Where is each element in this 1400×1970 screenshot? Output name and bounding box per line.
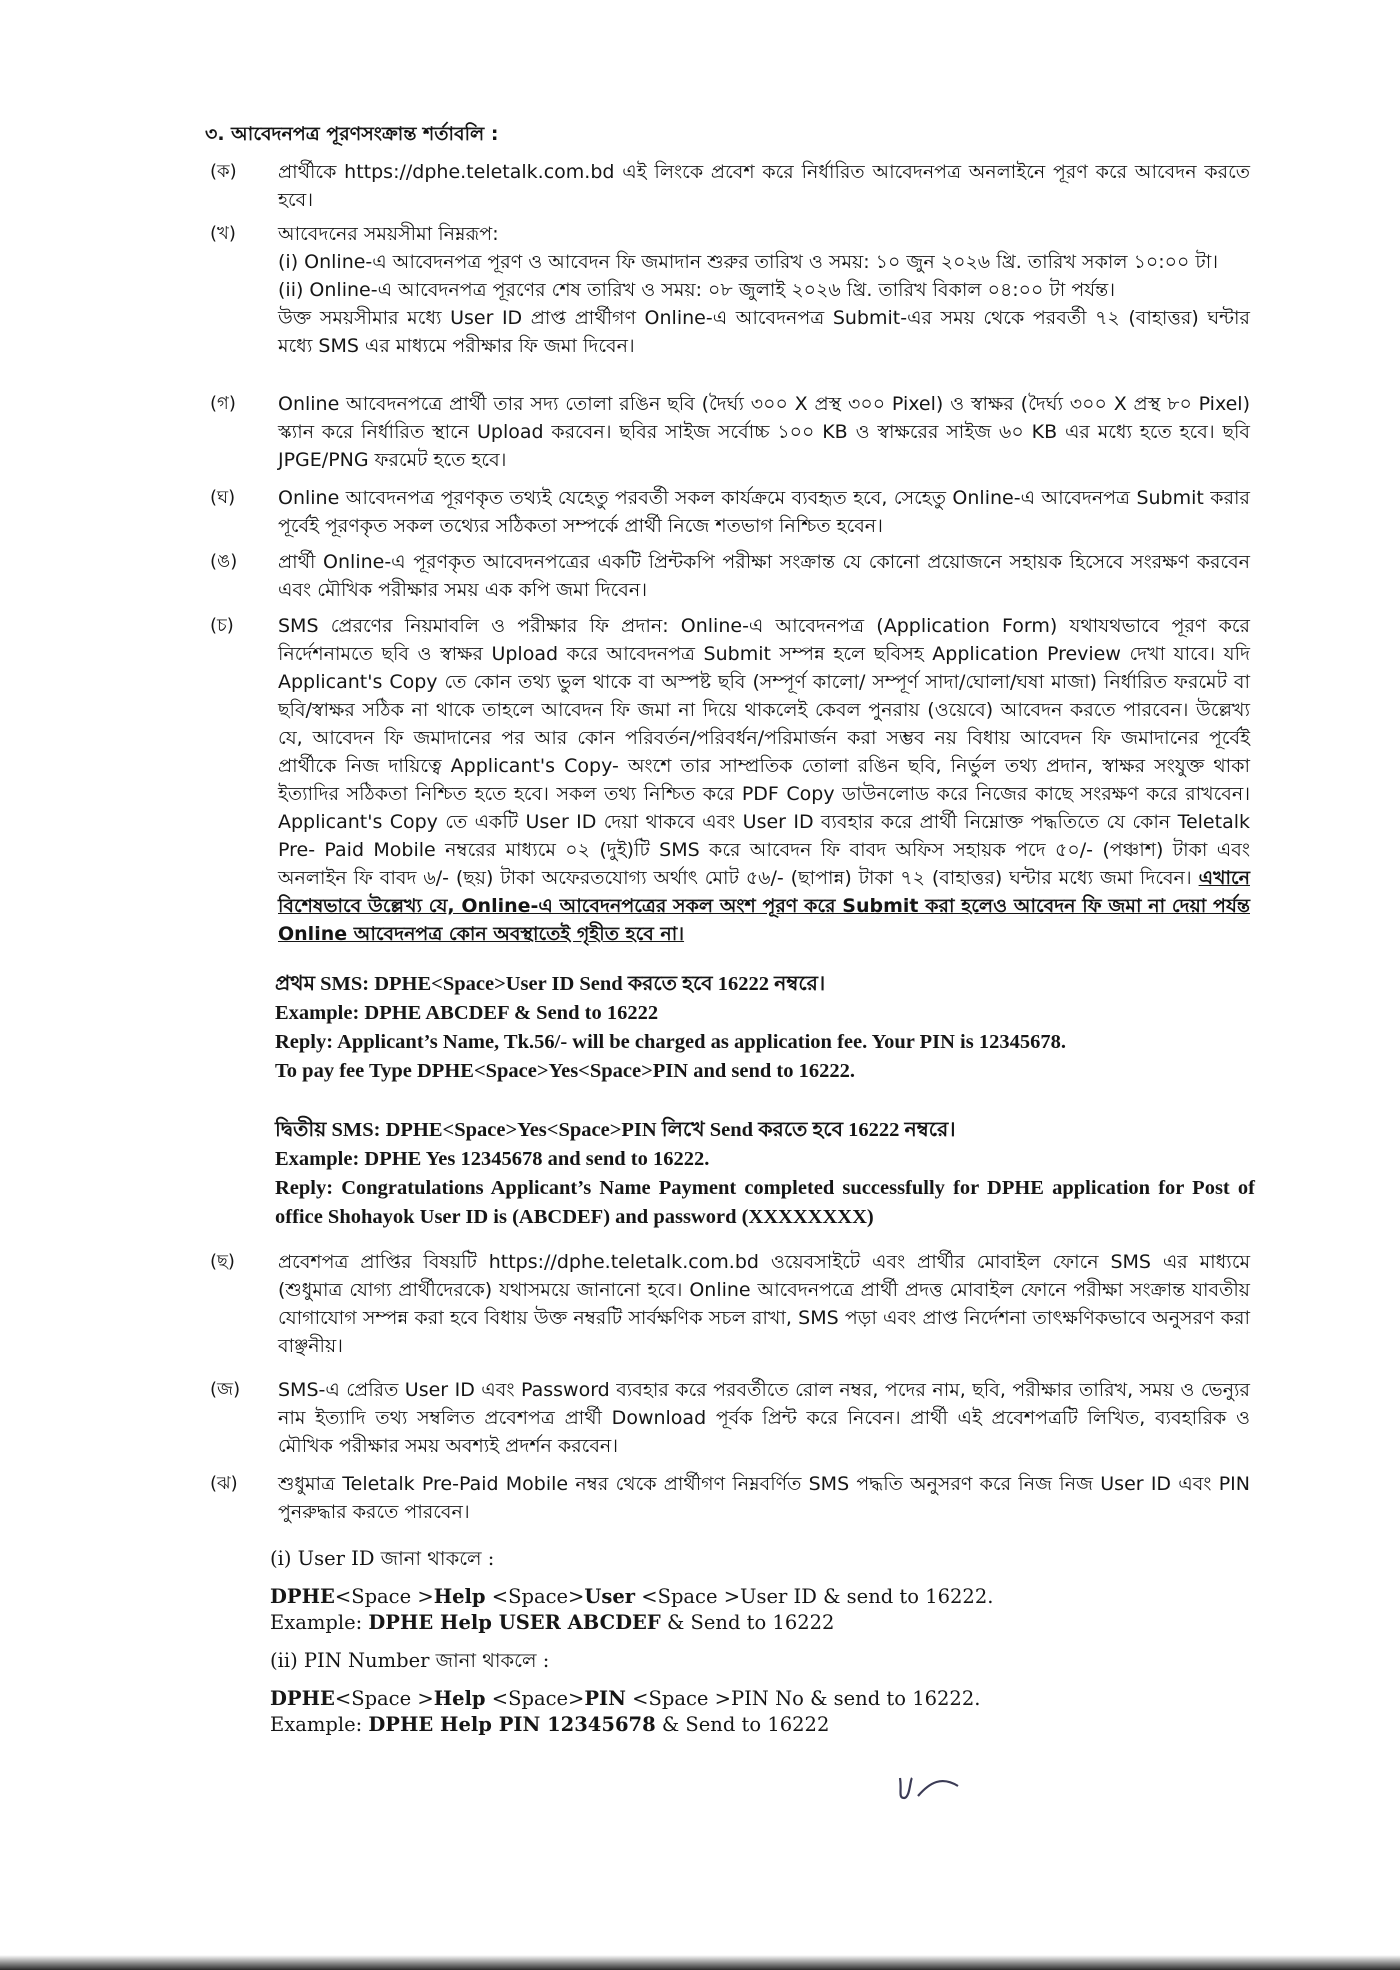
clause-text: Online আবেদনপত্র পূরণকৃত তথ্যই যেহেতু পরবর্তী সকল কার্যক্রমে ব্যবহৃত হবে, সেহেতু Online-এ আবেদনপত্র Submit করার পূর্বেই পূরণকৃত সকল তথ্যের সঠিকতা সম্পর্কে প্রার্থী নিজে শতভাগ নিশ্চিত হবেন।	[278, 487, 1250, 537]
clause-marker: (ঙ)	[210, 551, 238, 572]
cmd-keyword: DPHE	[270, 1585, 335, 1608]
cmd-tail: <Space >PIN No & send to 16222.	[625, 1687, 981, 1710]
deadline-start: (i) Online-এ আবেদনপত্র পূরণ ও আবেদন ফি জমাদান শুরুর তারিখ ও সময়: ১০ জুন ২০২৬ খ্রি. তারিখ সকাল ১০:০০ টা।	[278, 251, 1219, 273]
sms2-example: Example: DPHE Yes 12345678 and send to 16222.	[275, 1148, 710, 1170]
cmd-space: <Space >	[334, 1687, 434, 1710]
deadline-end: (ii) Online-এ আবেদনপত্র পূরণের শেষ তারিখ ও সময়: ০৮ জুলাই ২০২৬ খ্রি. তারিখ বিকাল ০৪:০০ টা পর্যন্ত।	[278, 279, 1116, 301]
clause-marker: (গ)	[210, 393, 236, 414]
emphasis-note: এখানে বিশেষভাবে উল্লেখ্য যে, Online-এ আবেদনপত্রের সকল অংশ পূরণ করে Submit করা হলেও আবেদন ফি জমা না দেয়া পর্যন্ত Online আবেদনপত্র কোন অবস্থাতেই গৃহীত হবে না।	[278, 867, 1250, 945]
clause-text: প্রার্থী Online-এ পূরণকৃত আবেদনপত্রের একটি প্রিন্টকপি পরীক্ষা সংক্রান্ত যে কোনো প্রয়োজনে সহায়ক হিসেবে সংরক্ষণ করবেন এবং মৌখিক পরীক্ষার সময় এক কপি জমা দিবেন।	[278, 551, 1250, 601]
sms1-pay-instruction: To pay fee Type DPHE<Space>Yes<Space>PIN and send to 16222.	[275, 1060, 855, 1082]
clause-ka	[210, 158, 1250, 214]
userid-recovery	[270, 1546, 1170, 1572]
section-title: ৩. আবেদনপত্র পূরণসংক্রান্ত শর্তাবলি :	[205, 123, 499, 145]
sms2-instruction: দ্বিতীয় SMS: DPHE<Space>Yes<Space>PIN লিখে Send করতে হবে 16222 নম্বরে।	[275, 1119, 956, 1141]
clause-marker: (খ)	[210, 223, 236, 244]
handwritten-initial	[880, 1768, 1000, 1804]
userid-recovery-command	[270, 1584, 1170, 1636]
clause-umo	[210, 548, 1250, 604]
userid-example	[270, 1610, 1170, 1636]
cmd-space: <Space >	[334, 1585, 434, 1608]
clause-kha	[210, 220, 1250, 360]
cmd-keyword: DPHE	[270, 1687, 335, 1710]
clause-text: প্রার্থীকে https://dphe.teletalk.com.bd এই লিংকে প্রবেশ করে নির্ধারিত আবেদনপত্র অনলাইনে পূরণ করে আবেদন করতে হবে।	[278, 161, 1250, 211]
example-tail: & Send to 16222	[655, 1713, 830, 1736]
example-command: DPHE Help USER ABCDEF	[368, 1611, 661, 1634]
clause-text: প্রবেশপত্র প্রাপ্তির বিষয়টি https://dphe.teletalk.com.bd ওয়েবসাইটে এবং প্রার্থীর মোবাইল ফোনে SMS এর মাধ্যমে (শুধুমাত্র যোগ্য প্রার্থীদেরকে) যথাসময়ে জানানো হবে। Online আবেদনপত্রে প্রার্থী প্রদত্ত মোবাইল ফোনে পরীক্ষা সংক্রান্ত যাবতীয় যোগাযোগ সম্পন্ন করা হবে বিধায় উক্ত নম্বরটি সার্বক্ষণিক সচল রাখা, SMS পড়া এবং প্রাপ্ত নির্দেশনা তাৎক্ষণিকভাবে অনুসরণ করা বাঞ্ছনীয়।	[278, 1251, 1250, 1357]
sms1-instruction: প্রথম SMS: DPHE<Space>User ID Send করতে হবে 16222 নম্বরে।	[275, 973, 826, 995]
clause-ga	[210, 390, 1250, 474]
example-command: DPHE Help PIN 12345678	[368, 1713, 656, 1736]
clause-marker: (ছ)	[210, 1251, 235, 1272]
userid-command	[270, 1584, 1170, 1610]
cmd-space: <Space>	[485, 1687, 585, 1710]
clause-marker: (ক)	[210, 161, 237, 182]
clause-chha	[210, 1248, 1250, 1360]
clause-jha	[210, 1470, 1250, 1526]
pin-recovery	[270, 1648, 1170, 1674]
clause-text: Online আবেদনপত্রে প্রার্থী তার সদ্য তোলা রঙিন ছবি (দৈর্ঘ্য ৩০০ X প্রস্থ ৩০০ Pixel) ও স্বাক্ষর (দৈর্ঘ্য ৩০০ X প্রস্থ ৮০ Pixel) স্ক্যান করে নির্ধারিত স্থানে Upload করবেন। ছবির সাইজ সর্বোচ্চ ১০০ KB ও স্বাক্ষরের সাইজ ৬০ KB এর মধ্যে হতে হবে। ছবি JPGE/PNG ফরমেট হতে হবে।	[278, 393, 1250, 471]
pin-recovery-command	[270, 1686, 1170, 1738]
sms-rules-text: SMS প্রেরণের নিয়মাবলি ও পরীক্ষার ফি প্রদান: Online-এ আবেদনপত্র (Application Form) যথাযথভাবে পূরণ করে নির্দেশনামতে ছবি ও স্বাক্ষর Upload করে আবেদনপত্র Submit সম্পন্ন হলে ছবিসহ Application Preview দেখা যাবে। যদি Applicant's Copy তে কোন তথ্য ভুল থাকে বা অস্পষ্ট ছবি (সম্পূর্ণ কালো/ সম্পূর্ণ সাদা/ঘোলা/ঘষা মাজা) নির্ধারিত ফরমেট বা ছবি/স্বাক্ষর সঠিক না থাকে তাহলে আবেদন ফি জমা না দিয়ে থাকলেই কেবল পুনরায় (ওয়েবে) আবেদন করতে পারবেন। উল্লেখ্য যে, আবেদন ফি জমাদানের পর আর কোন পরিবর্তন/পরিবর্ধন/পরিমার্জন করা সম্ভব নয় বিধায় আবেদন ফি জমাদানের পূর্বেই প্রার্থীকে নিজ দায়িত্বে Applicant's Copy- অংশে তার সাম্প্রতিক তোলা রঙিন ছবি, নির্ভুল তথ্য প্রদান, স্বাক্ষর সংযুক্ত থাকা ইত্যাদির সঠিকতা নিশ্চিত হতে হবে। সকল তথ্য নিশ্চিত করে PDF Copy ডাউনলোড করে নিজের কাছে সংরক্ষণ করে রাখবেন। Applicant's Copy তে একটি User ID দেয়া থাকবে এবং User ID ব্যবহার করে প্রার্থী নিম্নোক্ত পদ্ধতিতে যে কোন Teletalk Pre- Paid Mobile নম্বরের মাধ্যমে ০২ (দুই)টি SMS করে আবেদন ফি বাবদ অফিস সহায়ক পদে ৫০/- (পঞ্চাশ) টাকা এবং অনলাইন ফি বাবদ ৬/- (ছয়) টাকা অফেরতযোগ্য অর্থাৎ মোট ৫৬/- (ছাপান্ন) টাকা ৭২ (বাহাত্তর) ঘন্টার মধ্যে জমা দিবেন।	[278, 615, 1250, 889]
pin-recovery-heading: (ii) PIN Number জানা থাকলে :	[270, 1649, 550, 1672]
cmd-space: <Space>	[485, 1585, 585, 1608]
example-label: Example:	[270, 1713, 369, 1736]
sms1-reply: Reply: Applicant’s Name, Tk.56/- will be charged as application fee. Your PIN is 12345678.	[275, 1031, 1066, 1053]
cmd-keyword: Help	[433, 1585, 486, 1608]
clause-marker: (জ)	[210, 1379, 241, 1400]
cmd-tail: <Space >User ID & send to 16222.	[635, 1585, 994, 1608]
deadline-intro: আবেদনের সময়সীমা নিম্নরূপ:	[278, 223, 499, 245]
clause-marker: (চ)	[210, 615, 234, 636]
clause-ja	[210, 1376, 1250, 1460]
clause-cha	[210, 612, 1250, 948]
userid-recovery-heading: (i) User ID জানা থাকলে :	[270, 1547, 495, 1570]
deadline-note: উক্ত সময়সীমার মধ্যে User ID প্রাপ্ত প্রার্থীগণ Online-এ আবেদনপত্র Submit-এর সময় থেকে পরবর্তী ৭২ (বাহাত্তর) ঘন্টার মধ্যে SMS এর মাধ্যমে পরীক্ষার ফি জমা দিবেন।	[278, 307, 1250, 357]
cmd-keyword: User	[584, 1585, 636, 1608]
scan-bottom-edge	[0, 1955, 1400, 1970]
pin-example	[270, 1712, 1170, 1738]
cmd-keyword: Help	[433, 1687, 486, 1710]
cmd-keyword: PIN	[584, 1687, 626, 1710]
pin-command	[270, 1686, 1170, 1712]
sms-second-block	[275, 1116, 1255, 1232]
clause-gha	[210, 484, 1250, 540]
clause-text: SMS-এ প্রেরিত User ID এবং Password ব্যবহার করে পরবর্তীতে রোল নম্বর, পদের নাম, ছবি, পরীক্ষার তারিখ, সময় ও ভেন্যুর নাম ইত্যাদি তথ্য সম্বলিত প্রবেশপত্র প্রার্থী Download পূর্বক প্রিন্ট করে নিবেন। প্রার্থী এই প্রবেশপত্রটি লিখিত, ব্যবহারিক ও মৌখিক পরীক্ষার সময় অবশ্যই প্রদর্শন করবেন।	[278, 1379, 1250, 1457]
clause-marker: (ঘ)	[210, 487, 236, 508]
example-tail: & Send to 16222	[660, 1611, 835, 1634]
sms2-reply: Reply: Congratulations Applicant’s Name Payment completed successfully for DPHE application for Post of office Shohayok User ID is (ABCDEF) and password (XXXXXXXX)	[275, 1177, 1255, 1228]
clause-text: শুধুমাত্র Teletalk Pre-Paid Mobile নম্বর থেকে প্রার্থীগণ নিম্নবর্ণিত SMS পদ্ধতি অনুসরণ করে নিজ নিজ User ID এবং PIN পুনরুদ্ধার করতে পারবেন।	[278, 1473, 1250, 1523]
example-label: Example:	[270, 1611, 369, 1634]
clause-text	[278, 612, 1250, 948]
sms-first-block	[275, 970, 1255, 1086]
sms1-example: Example: DPHE ABCDEF & Send to 16222	[275, 1002, 659, 1024]
clause-marker: (ঝ)	[210, 1473, 238, 1494]
